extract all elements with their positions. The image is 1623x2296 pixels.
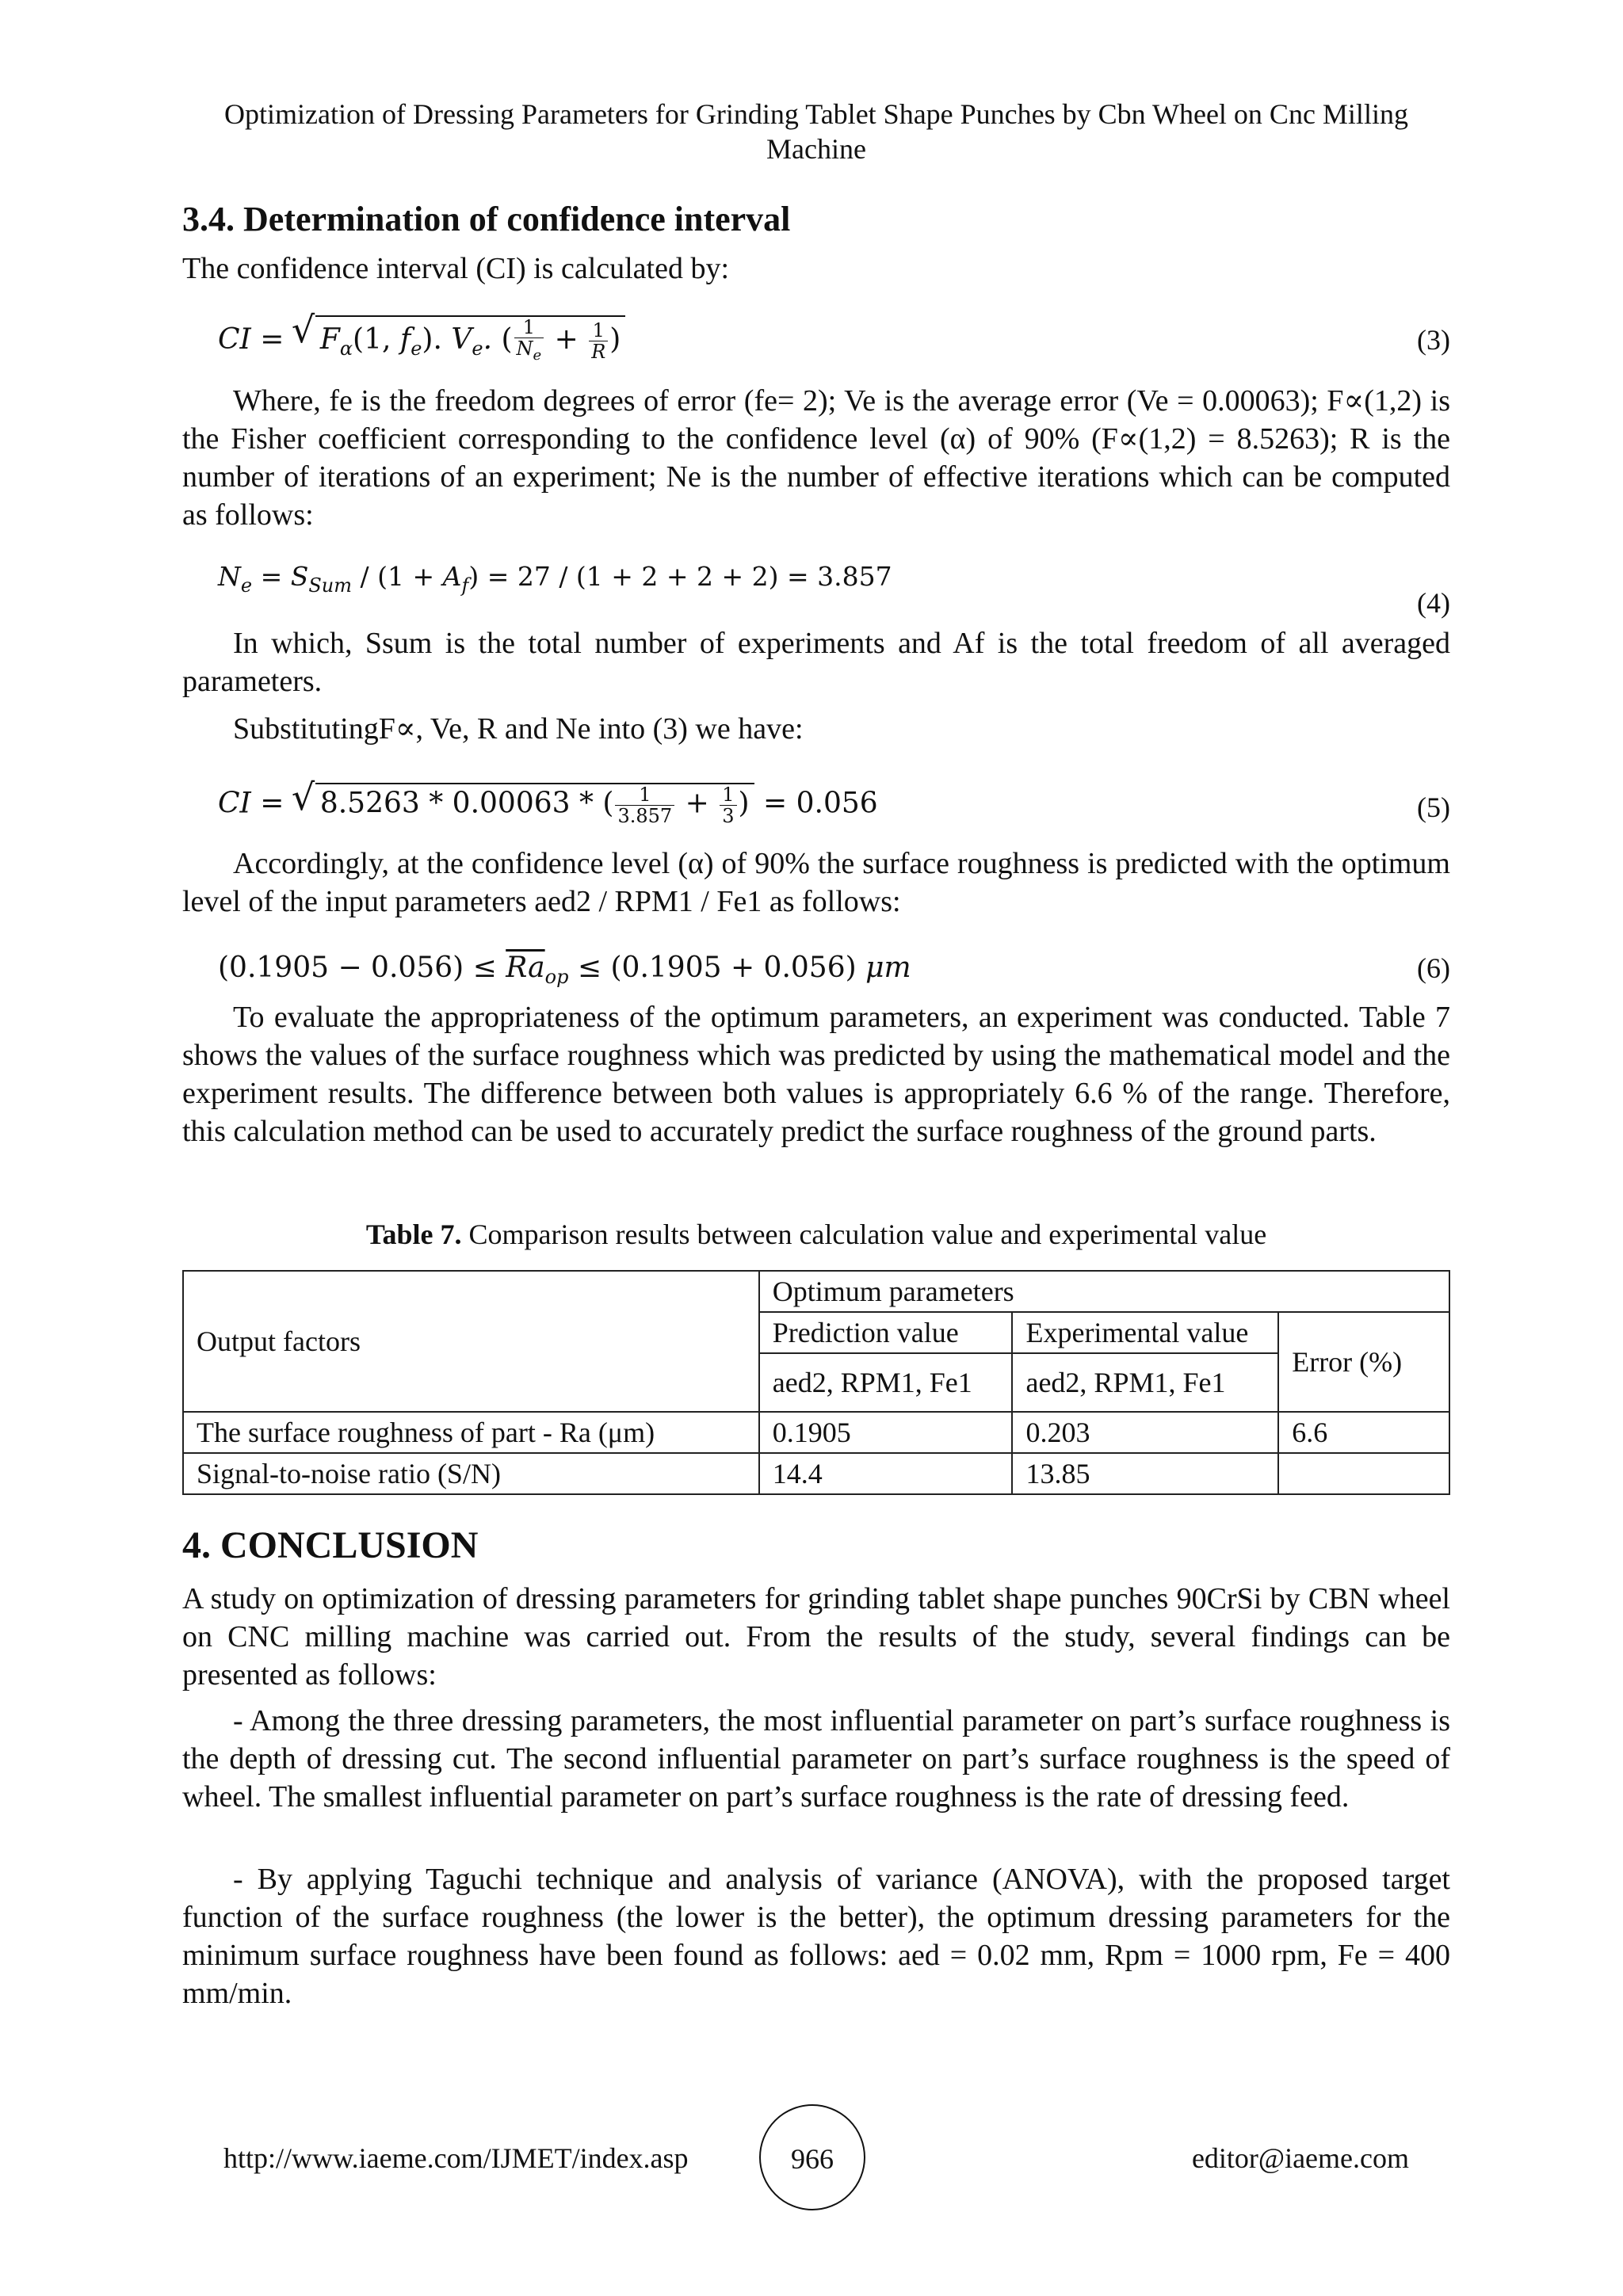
ci-intro: The confidence interval (CI) is calculated by: (182, 252, 730, 285)
row-1-error: 6.6 (1278, 1412, 1449, 1453)
table-row (183, 1412, 1449, 1453)
section-heading-3-4: 3.4. Determination of confidence interval (182, 200, 791, 238)
evaluate-paragraph: To evaluate the appropriateness of the optimum parameters, an experiment was conducted. Table 7 shows the values of the surface roughness which was predicted by using the mathematical model and the experiment results. The difference between both values is appropriately 6.6 % of the range. Therefore, this calculation method can be used to accurately predict the surface roughness of the ground parts. (182, 1001, 1450, 1148)
conclusion-finding-1: - Among the three dressing parameters, the most influential parameter on part’s surface roughness is the depth of dressing cut. The second influential parameter on part’s surface roughness is the speed of wheel. The smallest influential parameter on part’s surface roughness is the rate of dressing feed. (182, 1704, 1450, 1814)
accordingly-paragraph: Accordingly, at the confidence level (α) of 90% the surface roughness is predicted with the optimum level of the input parameters aed2 / RPM1 / Fe1 as follows: (182, 847, 1450, 918)
row-2-prediction: 14.4 (759, 1453, 1013, 1494)
row-1-experimental: 0.203 (1012, 1412, 1278, 1453)
header-error: Error (%) (1278, 1312, 1449, 1412)
substituting-paragraph: SubstitutingF∝, Ve, R and Ne into (3) we have: (233, 712, 804, 746)
paper-page (182, 0, 1450, 2296)
header-prediction-value: Prediction value (759, 1312, 1013, 1353)
header-experimental-value: Experimental value (1012, 1312, 1278, 1353)
equation-5-number: (5) (1417, 791, 1450, 823)
header-output-factors: Output factors (183, 1271, 759, 1412)
row-2-factor: Signal-to-noise ratio (S/N) (183, 1453, 759, 1494)
param-set-prediction: aed2, RPM1, Fe1 (759, 1353, 1013, 1412)
table-7-caption-label: Table 7. (365, 1219, 462, 1250)
footer-url-link[interactable]: http://www.iaeme.com/IJMET/index.asp (223, 2142, 689, 2174)
page-number: 966 (759, 2104, 865, 2210)
equation-6-number: (6) (1417, 952, 1450, 984)
equation-3: CI = √ $F_\alpha(1$, $f_e$). $V_e$. ( $\frac{1}{N_e}$ + $\frac{1}{R}$ ) (218, 315, 625, 368)
row-2-experimental: 13.85 (1012, 1453, 1278, 1494)
table-7 (182, 1270, 1450, 1495)
equation-4: $N_e = S_{Sum} / (1 + A_f) = 27 / (1 + 2 + 2 + 2) = 3.857$ (218, 561, 892, 597)
running-head: Optimization of Dressing Parameters for Grinding Tablet Shape Punches by Cbn Wheel on Cnc Milling Machine (224, 98, 1408, 165)
row-2-error (1278, 1453, 1449, 1494)
section-heading-conclusion: 4. CONCLUSION (182, 1524, 479, 1566)
header-optimum-parameters: Optimum parameters (759, 1271, 1449, 1312)
equation-6: $(0.1905 - 0.056) \le \overline{Ra}_{op} \le (0.1905 + 0.056)$ μm (218, 952, 911, 988)
equation-4-number: (4) (1417, 587, 1450, 619)
equation-5: CI = √ 8.5263 * 0.00063 * ( $\frac{1}{3.857}$ + $\frac{1}{3}$ ) = 0.056 (218, 783, 878, 826)
row-1-factor: The surface roughness of part - Ra (μm) (183, 1412, 759, 1453)
conclusion-finding-2: - By applying Taguchi technique and analysis of variance (ANOVA), with the proposed target function of the surface roughness (the lower is the better), the optimum dressing parameters for the minimum surface roughness have been found as follows: aed = 0.02 mm, Rpm = 1000 rpm, Fe = 400 mm/min. (182, 1863, 1450, 2010)
param-set-experimental: aed2, RPM1, Fe1 (1012, 1353, 1278, 1412)
conclusion-intro: A study on optimization of dressing parameters for grinding tablet shape punches 90CrSi by CBN wheel on CNC milling machine was carried out. From the results of the study, several findings can be presented as follows: (182, 1582, 1450, 1691)
equation-3-number: (3) (1417, 324, 1450, 356)
in-which-paragraph: In which, Ssum is the total number of experiments and Af is the total freedom of all averaged parameters. (182, 627, 1450, 698)
row-1-prediction: 0.1905 (759, 1412, 1013, 1453)
table-7-caption-text: Comparison results between calculation value and experimental value (468, 1219, 1267, 1250)
table-row (183, 1453, 1449, 1494)
table-7-caption (182, 1215, 1450, 1253)
where-paragraph: Where, fe is the freedom degrees of error (fe= 2); Ve is the average error (Ve = 0.00063); F∝(1,2) is the Fisher coefficient corresponding to the confidence level (α) of 90% (F∝(1,2) = 8.5263); R is the number of iterations of an experiment; Ne is the number of effective iterations which can be computed as follows: (182, 384, 1450, 532)
footer-email-link[interactable]: editor@iaeme.com (1191, 2142, 1409, 2174)
